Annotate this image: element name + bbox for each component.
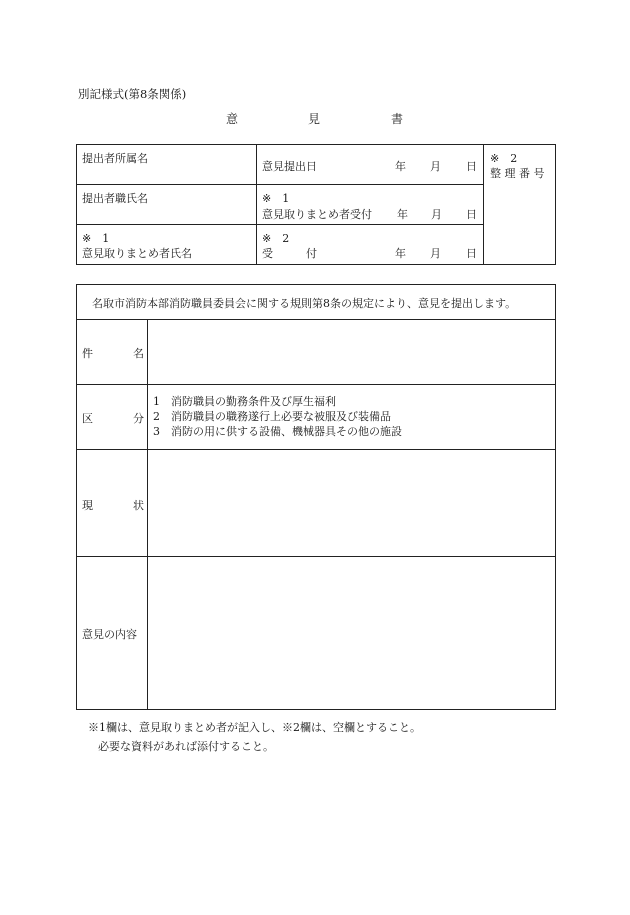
document-title-char-2: 見 bbox=[308, 112, 321, 126]
submit-month: 月 bbox=[430, 160, 441, 173]
compiler-name-label: 意見取りまとめ者氏名 bbox=[82, 247, 192, 260]
opinion-field[interactable] bbox=[148, 557, 555, 709]
accept-mark: ※ 2 bbox=[262, 232, 290, 245]
submit-date-label: 意見提出日 bbox=[262, 160, 317, 173]
status-label: 現 状 bbox=[82, 499, 144, 512]
note-1: ※1欄は、意見取りまとめ者が記入し、※2欄は、空欄とすること。 bbox=[88, 721, 421, 734]
name-title-label: 提出者職氏名 bbox=[82, 192, 148, 205]
document-title-char-1: 意 bbox=[226, 112, 239, 126]
opinion-label: 意見の内容 bbox=[82, 628, 137, 641]
subject-field[interactable] bbox=[148, 320, 555, 384]
affiliation-label: 提出者所属名 bbox=[82, 152, 148, 165]
receipt-year: 年 bbox=[397, 208, 408, 221]
receipt-day: 日 bbox=[466, 208, 477, 221]
accept-month: 月 bbox=[430, 247, 441, 260]
category-option-2[interactable]: 2 消防職員の職務遂行上必要な被服及び装備品 bbox=[153, 410, 391, 423]
statement-text: 名取市消防本部消防職員委員会に関する規則第8条の規定により、意見を提出します。 bbox=[92, 297, 517, 310]
receipt-mark: ※ 1 bbox=[262, 192, 290, 205]
accept-day: 日 bbox=[466, 247, 477, 260]
receipt-label: 意見取りまとめ者受付 bbox=[262, 208, 372, 221]
submit-day: 日 bbox=[466, 160, 477, 173]
form-label: 別記様式(第8条関係) bbox=[78, 87, 187, 101]
category-option-1[interactable]: 1 消防職員の勤務条件及び厚生福利 bbox=[153, 395, 336, 408]
serial-label: 整 理 番 号 bbox=[490, 167, 545, 180]
subject-label: 件 名 bbox=[82, 347, 144, 360]
note-2: 必要な資料があれば添付すること。 bbox=[98, 740, 274, 753]
serial-mark: ※ 2 bbox=[490, 152, 518, 165]
status-field[interactable] bbox=[148, 450, 555, 556]
document-title-char-3: 書 bbox=[391, 112, 404, 126]
receipt-month: 月 bbox=[431, 208, 442, 221]
category-option-3[interactable]: 3 消防の用に供する設備、機械器具その他の施設 bbox=[153, 425, 402, 438]
category-label: 区 分 bbox=[82, 412, 144, 425]
submit-year: 年 bbox=[395, 160, 406, 173]
accept-year: 年 bbox=[395, 247, 406, 260]
compiler-mark: ※ 1 bbox=[82, 232, 110, 245]
accept-label: 受 付 bbox=[262, 247, 317, 260]
